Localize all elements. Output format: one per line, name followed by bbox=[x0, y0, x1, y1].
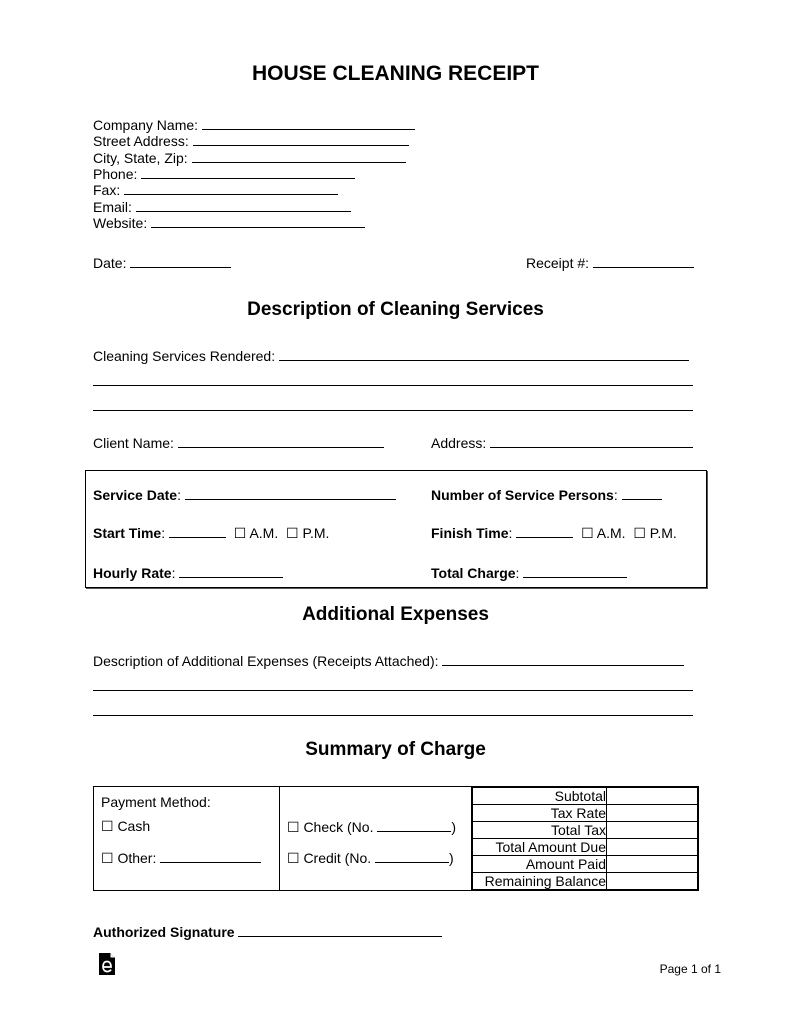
colon: : bbox=[515, 565, 520, 581]
services-rendered-label: Cleaning Services Rendered: bbox=[93, 348, 276, 364]
fill-line bbox=[375, 849, 449, 863]
fill-line bbox=[178, 434, 384, 448]
payment-method-label: Payment Method: bbox=[101, 794, 211, 810]
total-charge-label: Total Charge bbox=[431, 565, 516, 581]
address-label: Address: bbox=[431, 435, 487, 451]
totals-label: Total Tax bbox=[473, 822, 607, 839]
website-field[interactable] bbox=[93, 214, 365, 231]
service-persons-field[interactable] bbox=[431, 486, 662, 503]
totals-row bbox=[473, 788, 698, 805]
summary-heading: Summary of Charge bbox=[305, 739, 486, 760]
fill-line bbox=[202, 116, 415, 130]
service-date-field[interactable] bbox=[93, 486, 396, 503]
tax-rate-value[interactable] bbox=[607, 805, 698, 822]
total-amount-due-value[interactable] bbox=[607, 839, 698, 856]
payment-type-cell bbox=[280, 787, 472, 891]
field-label: Fax: bbox=[93, 182, 121, 198]
date-label: Date: bbox=[93, 255, 127, 271]
fill-line bbox=[169, 524, 226, 538]
fill-line bbox=[141, 165, 355, 179]
service-date-label: Service Date bbox=[93, 487, 178, 503]
client-name-label: Client Name: bbox=[93, 435, 174, 451]
other-checkbox[interactable] bbox=[101, 849, 261, 866]
client-name-field[interactable] bbox=[93, 434, 384, 451]
payment-method-cell bbox=[94, 787, 280, 891]
cash-checkbox[interactable]: ☐ Cash bbox=[101, 818, 151, 834]
client-address-field[interactable] bbox=[431, 434, 693, 451]
page-title: HOUSE CLEANING RECEIPT bbox=[251, 62, 540, 85]
expenses-extra-line-2[interactable] bbox=[93, 715, 693, 716]
summary-table bbox=[93, 786, 699, 891]
start-time-label: Start Time bbox=[93, 525, 162, 541]
expenses-description-label: Description of Additional Expenses (Receipts Attached): bbox=[93, 653, 439, 669]
document-e-icon bbox=[98, 952, 116, 976]
fill-line bbox=[490, 434, 693, 448]
fill-line bbox=[124, 181, 338, 195]
receipt-number-field[interactable] bbox=[526, 254, 694, 271]
signature-field[interactable] bbox=[93, 923, 442, 940]
total-tax-value[interactable] bbox=[607, 822, 698, 839]
fill-line bbox=[442, 652, 684, 666]
totals-row bbox=[473, 839, 698, 856]
services-extra-line-1[interactable] bbox=[93, 385, 693, 386]
totals-label: Remaining Balance bbox=[473, 873, 607, 890]
email-field[interactable] bbox=[93, 198, 351, 215]
expenses-heading: Additional Expenses bbox=[302, 604, 489, 625]
city-state-zip-field[interactable] bbox=[93, 149, 406, 166]
service-persons-label: Number of Service Persons bbox=[431, 487, 614, 503]
totals-row bbox=[473, 805, 698, 822]
amount-paid-value[interactable] bbox=[607, 856, 698, 873]
services-rendered-field[interactable] bbox=[93, 347, 689, 364]
field-label: Phone: bbox=[93, 166, 138, 182]
fill-line bbox=[238, 923, 442, 937]
hourly-rate-label: Hourly Rate bbox=[93, 565, 172, 581]
colon: : bbox=[508, 525, 513, 541]
fill-line bbox=[192, 149, 406, 163]
totals-row bbox=[473, 822, 698, 839]
street-address-field[interactable] bbox=[93, 132, 409, 149]
fax-field[interactable] bbox=[93, 181, 338, 198]
remaining-balance-value[interactable] bbox=[607, 873, 698, 890]
fill-line bbox=[279, 347, 689, 361]
credit-label: ☐ Credit (No. bbox=[287, 850, 372, 866]
totals-cell bbox=[472, 787, 699, 891]
finish-time-field[interactable] bbox=[431, 524, 677, 541]
date-field[interactable] bbox=[93, 254, 231, 271]
signature-label: Authorized Signature bbox=[93, 924, 235, 940]
colon: : bbox=[613, 487, 618, 503]
services-heading: Description of Cleaning Services bbox=[247, 299, 544, 320]
fill-line bbox=[136, 198, 351, 212]
colon: : bbox=[161, 525, 166, 541]
total-charge-field[interactable] bbox=[431, 564, 627, 581]
check-checkbox[interactable] bbox=[287, 818, 456, 835]
colon: : bbox=[171, 565, 176, 581]
phone-field[interactable] bbox=[93, 165, 355, 182]
fill-line bbox=[523, 564, 627, 578]
company-name-field[interactable] bbox=[93, 116, 415, 133]
fill-line bbox=[622, 486, 662, 500]
finish-time-label: Finish Time bbox=[431, 525, 509, 541]
fill-line bbox=[151, 214, 365, 228]
fill-line bbox=[130, 254, 231, 268]
fill-line bbox=[185, 486, 396, 500]
field-label: City, State, Zip: bbox=[93, 150, 188, 166]
totals-row bbox=[473, 856, 698, 873]
totals-label: Amount Paid bbox=[473, 856, 607, 873]
field-label: Email: bbox=[93, 199, 132, 215]
fill-line bbox=[516, 524, 573, 538]
finish-am-checkbox[interactable]: ☐ A.M. bbox=[581, 525, 626, 541]
colon: : bbox=[177, 487, 181, 503]
expenses-description-field[interactable] bbox=[93, 652, 684, 669]
services-extra-line-2[interactable] bbox=[93, 410, 693, 411]
field-label: Street Address: bbox=[93, 133, 189, 149]
page-number: Page 1 of 1 bbox=[659, 962, 721, 976]
finish-pm-checkbox[interactable]: ☐ P.M. bbox=[633, 525, 677, 541]
fill-line bbox=[193, 132, 409, 146]
start-pm-checkbox[interactable]: ☐ P.M. bbox=[286, 525, 330, 541]
close-paren: ) bbox=[451, 819, 457, 835]
fill-line bbox=[377, 818, 451, 832]
start-am-checkbox[interactable]: ☐ A.M. bbox=[233, 525, 279, 541]
fill-line bbox=[179, 564, 283, 578]
receipt-label: Receipt #: bbox=[526, 255, 590, 271]
totals-label: Total Amount Due bbox=[473, 839, 607, 856]
start-time-field[interactable] bbox=[93, 524, 329, 541]
hourly-rate-field[interactable] bbox=[93, 564, 283, 581]
totals-label: Tax Rate bbox=[473, 805, 607, 822]
totals-row bbox=[473, 873, 698, 890]
totals-table bbox=[472, 787, 698, 890]
totals-label: Subtotal bbox=[473, 788, 607, 805]
field-label: Company Name: bbox=[93, 117, 199, 133]
subtotal-value[interactable] bbox=[607, 788, 698, 805]
close-paren: ) bbox=[449, 850, 454, 866]
field-label: Website: bbox=[93, 215, 148, 231]
fill-line bbox=[593, 254, 694, 268]
fill-line bbox=[160, 849, 261, 863]
credit-checkbox[interactable] bbox=[287, 849, 454, 866]
other-label: ☐ Other: bbox=[101, 850, 157, 866]
check-label: ☐ Check (No. bbox=[287, 819, 374, 835]
expenses-extra-line-1[interactable] bbox=[93, 690, 693, 691]
